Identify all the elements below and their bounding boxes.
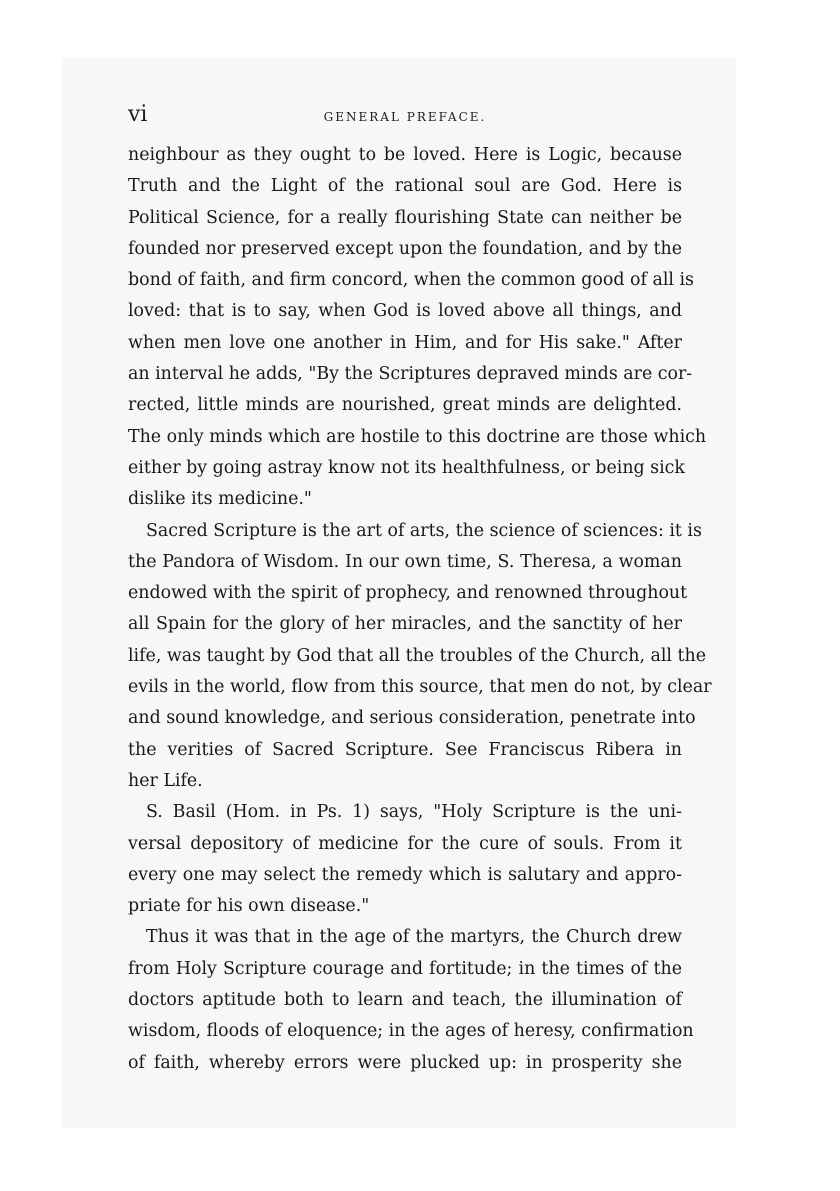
text-line: the Pandora of Wisdom. In our own time, S. Theresa, a woman (128, 551, 682, 572)
running-title: GENERAL PREFACE. (323, 110, 487, 124)
text-line: her Life. (128, 770, 203, 791)
text-line: versal depository of medicine for the cure of souls. From it (128, 833, 682, 854)
text-line: Thus it was that in the age of the martyrs, the Church drew (146, 927, 682, 948)
body-text (128, 140, 712, 1079)
text-line: Truth and the Light of the rational soul are God. Here is (128, 176, 682, 197)
text-line: S. Basil (Hom. in Ps. 1) says, "Holy Scripture is the uni- (146, 802, 682, 823)
text-line: Political Science, for a really flourishing State can neither be (128, 207, 682, 228)
text-line: an interval he adds, "By the Scriptures depraved minds are cor- (128, 364, 693, 385)
text-line: doctors aptitude both to learn and teach, the illumination of (128, 990, 682, 1011)
text-line: wisdom, floods of eloquence; in the ages of heresy, confirmation (128, 1021, 694, 1042)
text-line: the verities of Sacred Scripture. See Franciscus Ribera in (128, 739, 682, 760)
text-line: dislike its medicine." (128, 489, 312, 510)
text-line: Sacred Scripture is the art of arts, the science of sciences: it is (146, 520, 702, 541)
text-line: life, was taught by God that all the troubles of the Church, all the (128, 645, 707, 666)
text-line: priate for his own disease." (128, 896, 370, 917)
text-line: founded nor preserved except upon the foundation, and by the (128, 238, 682, 259)
text-line: every one may select the remedy which is salutary and appro- (128, 864, 682, 885)
text-line: either by going astray know not its healthfulness, or being sick (128, 457, 685, 478)
text-line: endowed with the spirit of prophecy, and renowned throughout (128, 583, 688, 604)
text-line: The only minds which are hostile to this doctrine are those which (128, 426, 707, 447)
text-line: when men love one another in Him, and for His sake." After (128, 332, 682, 353)
text-line: from Holy Scripture courage and fortitude; in the times of the (128, 958, 682, 979)
text-line: and sound knowledge, and serious consideration, penetrate into (128, 708, 696, 729)
text-line: all Spain for the glory of her miracles, and the sanctity of her (128, 614, 682, 635)
text-line: neighbour as they ought to be loved. Here is Logic, because (128, 145, 682, 165)
text-line: evils in the world, flow from this source, that men do not, by clear (128, 677, 712, 698)
text-line: bond of faith, and firm concord, when the common good of all is (128, 270, 694, 291)
text-line: of faith, whereby errors were plucked up: in prosperity she (128, 1052, 682, 1073)
text-line: rected, little minds are nourished, great minds are delighted. (128, 395, 682, 416)
page-header (128, 102, 682, 132)
text-line: loved: that is to say, when God is loved above all things, and (128, 301, 682, 322)
page-number: vi (128, 102, 148, 127)
